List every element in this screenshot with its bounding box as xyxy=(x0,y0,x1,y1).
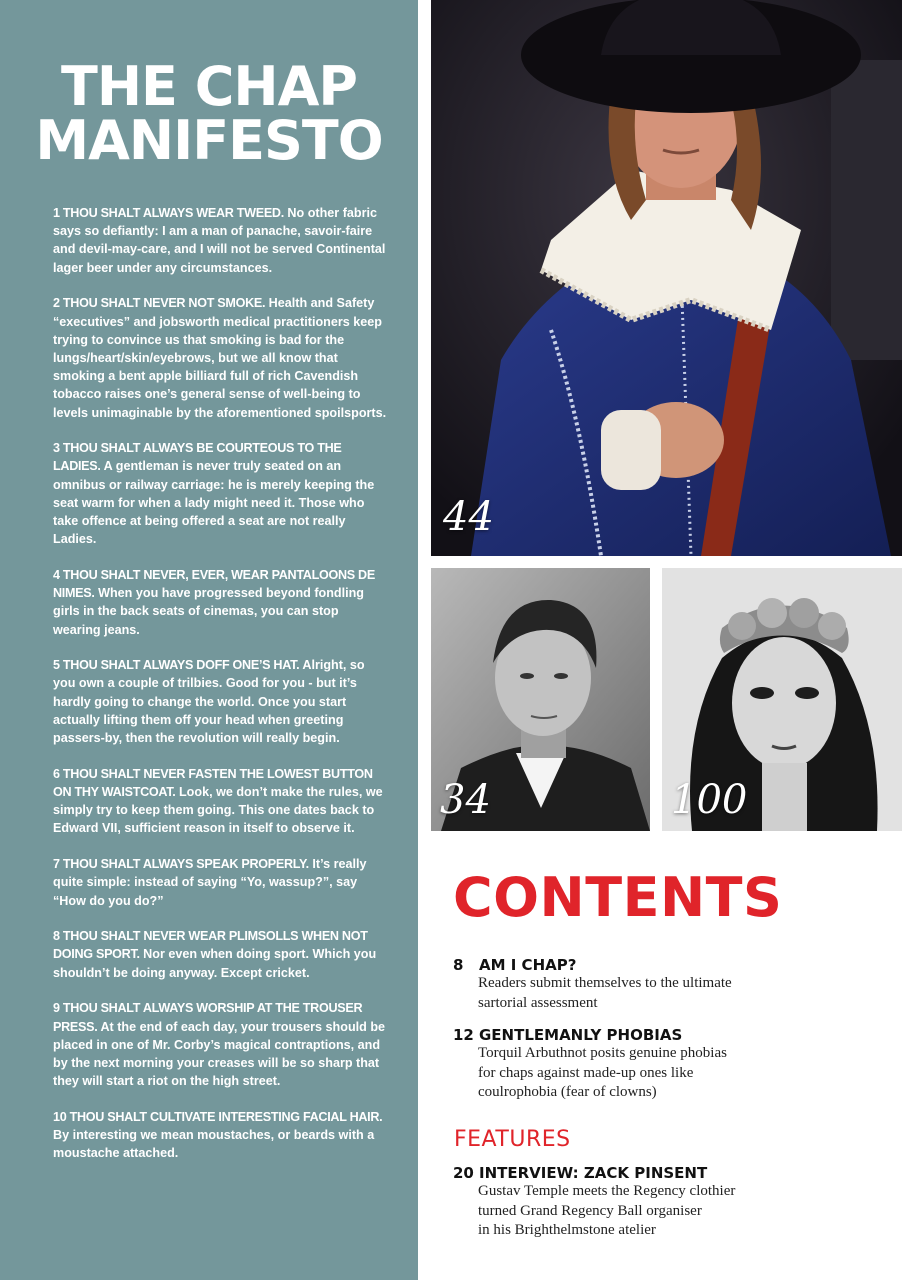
rule-body: Alright, so you own a couple of trilbies. Good for you - but it’s hardly going to change the world. Once you start actually lifting them off your head when greeting passers-by, then the revolution will really begin. xyxy=(53,658,365,746)
entry-title: INTERVIEW: ZACK PINSENT xyxy=(479,1164,708,1182)
manifesto-rule xyxy=(53,927,389,982)
entry-page-number: 8 xyxy=(453,956,464,974)
contents-entry[interactable] xyxy=(453,1026,873,1103)
rule-heading: 6 THOU SHALT NEVER FASTEN THE LOWEST BUTTON ON THY WAISTCOAT. xyxy=(53,766,373,799)
rule-heading: 4 THOU SHALT NEVER, EVER, WEAR PANTALOONS DE NIMES. xyxy=(53,567,375,601)
entry-description-line: turned Grand Regency Ball organiser xyxy=(478,1202,702,1219)
rule-body: No other fabric says so defiantly: I am a man of panache, savoir-faire and devil-may-care, and I will not be served Continental lager beer under any circumstances. xyxy=(53,206,386,275)
entry-description xyxy=(478,1182,873,1241)
entry-title: AM I CHAP? xyxy=(479,956,577,974)
rule-body: Nor even when doing sport. Which you shouldn’t be doing anyway. Except cricket. xyxy=(53,947,377,980)
contents-title: CONTENTS xyxy=(453,866,783,929)
entry-heading xyxy=(453,956,873,974)
rule-heading: 2 THOU SHALT NEVER NOT SMOKE. xyxy=(53,296,266,311)
manifesto-rules xyxy=(53,204,389,1180)
manifesto-rule xyxy=(53,566,389,639)
manifesto-rule xyxy=(53,204,389,277)
rule-heading: 5 THOU SHALT ALWAYS DOFF ONE’S HAT. xyxy=(53,658,300,673)
rule-heading: 10 THOU SHALT CULTIVATE INTERESTING FACIAL HAIR. xyxy=(53,1109,383,1124)
rule-body: A gentleman is never truly seated on an omnibus or railway carriage: he is merely keeping the seat warm for when a lady might need it. Those who take offence at being offered a seat are not really Ladies. xyxy=(53,459,375,547)
manifesto-rule xyxy=(53,1108,389,1163)
entry-page-number: 12 xyxy=(453,1026,474,1044)
contents-entry[interactable] xyxy=(453,1164,873,1241)
entry-heading xyxy=(453,1026,873,1044)
manifesto-title xyxy=(0,55,418,172)
entry-description-line: coulrophobia (fear of clowns) xyxy=(478,1084,657,1100)
rule-body: At the end of each day, your trousers should be placed in one of Mr. Corby’s magical contraptions, and by the next morning your creases will be so sharp that they will start a riot on the high street. xyxy=(53,1019,386,1089)
manifesto-rule xyxy=(53,999,389,1090)
manifesto-rule xyxy=(53,855,389,910)
rule-body: When you have progressed beyond fondling girls in the back seats of cinemas, you can stop wearing jeans. xyxy=(53,586,364,637)
entry-description xyxy=(478,1044,873,1103)
manifesto-rule xyxy=(53,439,389,548)
entry-description xyxy=(478,974,873,1013)
rule-heading: 1 THOU SHALT ALWAYS WEAR TWEED. xyxy=(53,206,284,220)
rule-heading: 8 THOU SHALT NEVER WEAR PLIMSOLLS WHEN NOT DOING SPORT. xyxy=(53,929,368,962)
features-section-label: FEATURES xyxy=(454,1127,571,1152)
rule-heading: 3 THOU SHALT ALWAYS BE COURTEOUS TO THE LADIES. xyxy=(53,441,342,474)
entry-description-line: sartorial assessment xyxy=(478,994,598,1011)
rule-body: Health and Safety “executives” and jobsworth medical practitioners keep trying to convince us that smoking is bad for the lungs/heart/skin/eyebrows, but we all know that smoking a bent apple billiard full of rich Cavendish tobacco raises one’s general sense of well-being to levels unimaginable by the aforementioned spoilsports. xyxy=(53,296,387,420)
rule-body: By interesting we mean moustaches, or beards with a moustache attached. xyxy=(53,1128,375,1161)
manifesto-rule xyxy=(53,656,389,747)
manifesto-rule xyxy=(53,765,389,838)
manifesto-panel xyxy=(0,0,418,1280)
manifesto-rule xyxy=(53,294,389,421)
contents-entry[interactable] xyxy=(453,956,873,1013)
rule-body: Look, we don’t make the rules, we simply try to keep them going. This one dates back to Edward VII, sufficient reason in itself to observe it. xyxy=(53,784,383,836)
rule-heading: 9 THOU SHALT ALWAYS WORSHIP AT THE TROUSER PRESS. xyxy=(53,1001,363,1034)
entry-heading xyxy=(453,1164,873,1182)
page-number-34: 34 xyxy=(440,777,491,823)
rule-body: It’s really quite simple: instead of saying “Yo, wassup?”, say “How do you do?” xyxy=(53,857,367,908)
entry-title: GENTLEMANLY PHOBIAS xyxy=(479,1026,683,1044)
entry-description-line: Gustav Temple meets the Regency clothier xyxy=(478,1183,736,1199)
entry-description-line: in his Brighthelmstone atelier xyxy=(478,1222,656,1238)
gentleman-portrait-photo xyxy=(431,568,650,831)
rule-heading: 7 THOU SHALT ALWAYS SPEAK PROPERLY. xyxy=(53,857,309,872)
entry-description-line: Torquil Arbuthnot posits genuine phobias xyxy=(478,1045,727,1061)
cavalier-costume-photo xyxy=(431,0,902,556)
cavalier-costume-illustration xyxy=(431,0,902,556)
entry-page-number: 20 xyxy=(453,1164,474,1182)
entry-description-line: Readers submit themselves to the ultimate xyxy=(478,975,732,991)
silent-film-actress-photo xyxy=(662,568,902,831)
page-number-100: 100 xyxy=(671,777,748,823)
page-number-44: 44 xyxy=(443,494,494,540)
entry-description-line: for chaps against made-up ones like xyxy=(478,1064,694,1081)
manifesto-title-line2: MANIFESTO xyxy=(35,109,383,172)
manifesto-title-line1: THE CHAP xyxy=(61,55,357,118)
